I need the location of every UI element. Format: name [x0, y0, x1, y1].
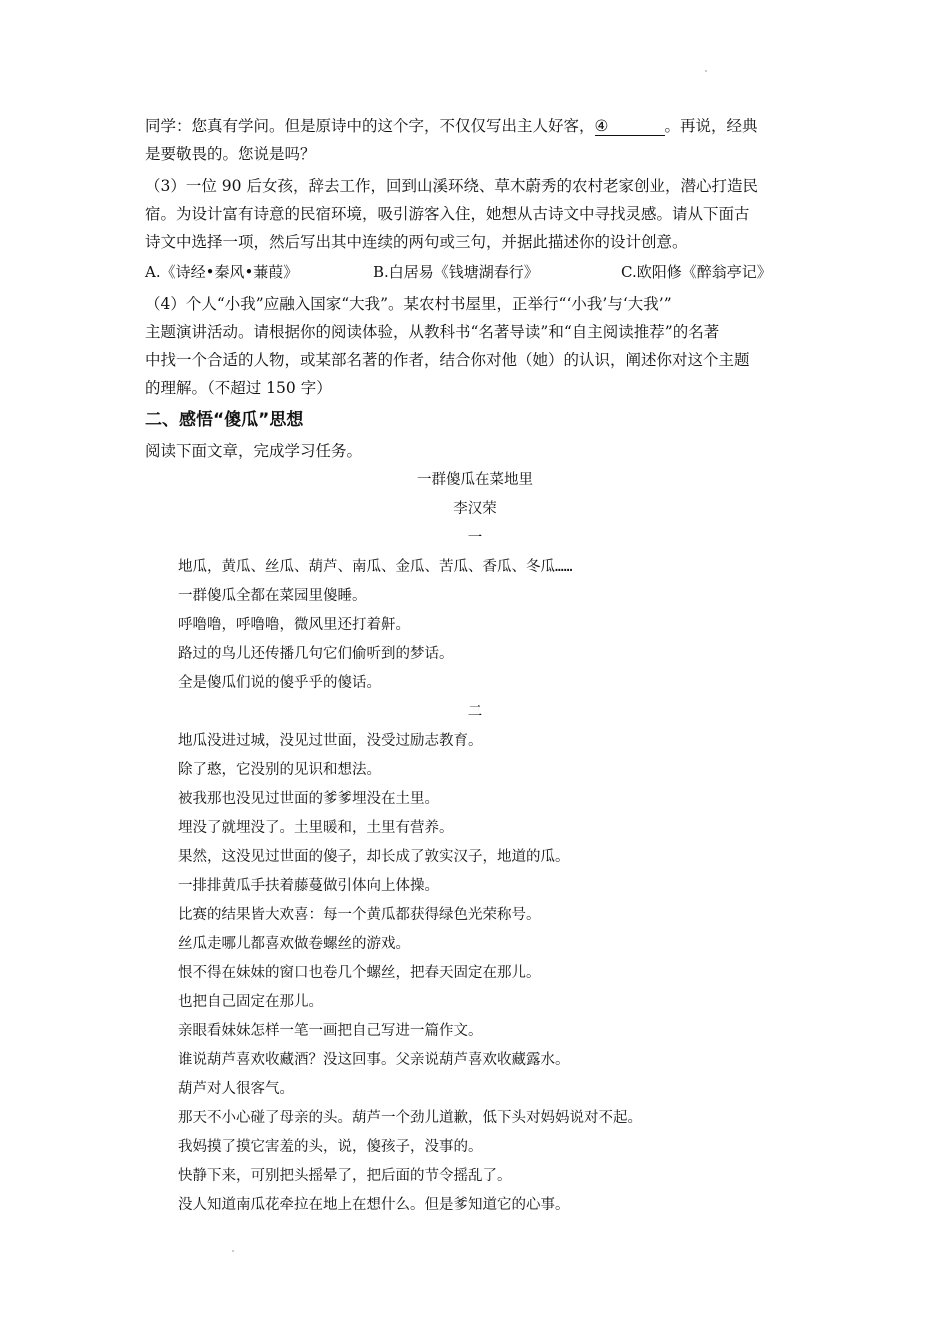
- dialogue-line-1: [145, 112, 758, 140]
- question-3-line-3: 诗文中选择一项，然后写出其中连续的两句或三句，并据此描述你的设计创意。: [145, 233, 688, 251]
- poem-line: 那天不小心碰了母亲的头。葫芦一个劲儿道歉，低下头对妈妈说对不起。: [178, 1110, 642, 1126]
- poem-line: 路过的鸟儿还传播几句它们偷听到的梦话。: [178, 646, 454, 662]
- poem-line: 地瓜没进过城，没见过世面，没受过励志教育。: [178, 733, 483, 749]
- poem-line: 埋没了就埋没了。土里暖和，土里有营养。: [178, 820, 454, 836]
- dialogue-text-after-blank: 。再说，经典: [664, 117, 758, 135]
- page-speck: [232, 1250, 234, 1252]
- poem-line: 我妈摸了摸它害羞的头，说，傻孩子，没事的。: [178, 1139, 483, 1155]
- question-4-line-3: 中找一个合适的人物，或某部名著的作者，结合你对他（她）的认识，阐述你对这个主题: [145, 351, 750, 369]
- poem-line: 恨不得在妹妹的窗口也卷几个螺丝，把春天固定在那儿。: [178, 965, 541, 981]
- question-4-line-1: （4）个人“小我”应融入国家“大我”。某农村书屋里，正举行“‘小我’与‘大我’”: [145, 295, 672, 313]
- option-b: B.白居易《钱塘湖春行》: [373, 263, 539, 281]
- poem-line: 谁说葫芦喜欢收藏酒？没这回事。父亲说葫芦喜欢收藏露水。: [178, 1052, 570, 1068]
- poem-line: 一群傻瓜全都在菜园里傻睡。: [178, 588, 367, 604]
- poem-line: 除了憨，它没别的见识和想法。: [178, 762, 381, 778]
- poem-author: 李汉荣: [453, 501, 497, 517]
- poem-line: 呼噜噜，呼噜噜，微风里还打着鼾。: [178, 617, 410, 633]
- dialogue-text-before-blank: 同学：您真有学问。但是原诗中的这个字，不仅仅写出主人好客，: [145, 117, 595, 135]
- poem-line: 亲眼看妹妹怎样一笔一画把自己写进一篇作文。: [178, 1023, 483, 1039]
- section-2-title: 二、感悟“傻瓜”思想: [145, 410, 304, 430]
- poem-part-1-heading: 一: [467, 530, 483, 546]
- poem-line: 被我那也没见过世面的爹爹埋没在土里。: [178, 791, 439, 807]
- question-3-line-2: 宿。为设计富有诗意的民宿环境，吸引游客入住，她想从古诗文中寻找灵感。请从下面古: [145, 205, 750, 223]
- question-4-line-2: 主题演讲活动。请根据你的阅读体验，从教科书“名著导读”和“自主阅读推荐”的名著: [145, 323, 720, 341]
- poem-line: 没人知道南瓜花牵拉在地上在想什么。但是爹知道它的心事。: [178, 1197, 570, 1213]
- page-speck: [705, 70, 707, 72]
- poem-line: 快静下来，可别把头摇晕了，把后面的节令摇乱了。: [178, 1168, 512, 1184]
- poem-line: 果然，这没见过世面的傻子，却长成了敦实汉子，地道的瓜。: [178, 849, 570, 865]
- blank-label: ④: [594, 117, 609, 135]
- poem-line: 全是傻瓜们说的傻乎乎的傻话。: [178, 675, 381, 691]
- option-c: C.欧阳修《醉翁亭记》: [621, 263, 772, 281]
- poem-line: 葫芦对人很客气。: [178, 1081, 294, 1097]
- question-4-line-4: 的理解。（不超过 150 字）: [145, 379, 332, 397]
- question-3-line-1: （3）一位 90 后女孩，辞去工作，回到山溪环绕、草木蔚秀的农村老家创业，潜心打造民: [145, 177, 758, 195]
- dialogue-line-2: 是要敬畏的。您说是吗？: [145, 145, 316, 163]
- answer-blank-4[interactable]: [595, 117, 665, 136]
- poem-line: 丝瓜走哪儿都喜欢做卷螺丝的游戏。: [178, 936, 410, 952]
- section-2-instruction: 阅读下面文章，完成学习任务。: [145, 442, 363, 460]
- poem-line: 地瓜，黄瓜、丝瓜、葫芦、南瓜、金瓜、苦瓜、香瓜、冬瓜……: [178, 559, 573, 575]
- question-3-options: [145, 258, 805, 286]
- poem-part-2-heading: 二: [467, 704, 483, 720]
- option-a: A.《诗经•秦风•蒹葭》: [145, 263, 299, 281]
- poem-line: 比赛的结果皆大欢喜：每一个黄瓜都获得绿色光荣称号。: [178, 907, 541, 923]
- poem-title: 一群傻瓜在菜地里: [417, 472, 533, 488]
- poem-line: 一排排黄瓜手扶着藤蔓做引体向上体操。: [178, 878, 439, 894]
- poem-line: 也把自己固定在那儿。: [178, 994, 323, 1010]
